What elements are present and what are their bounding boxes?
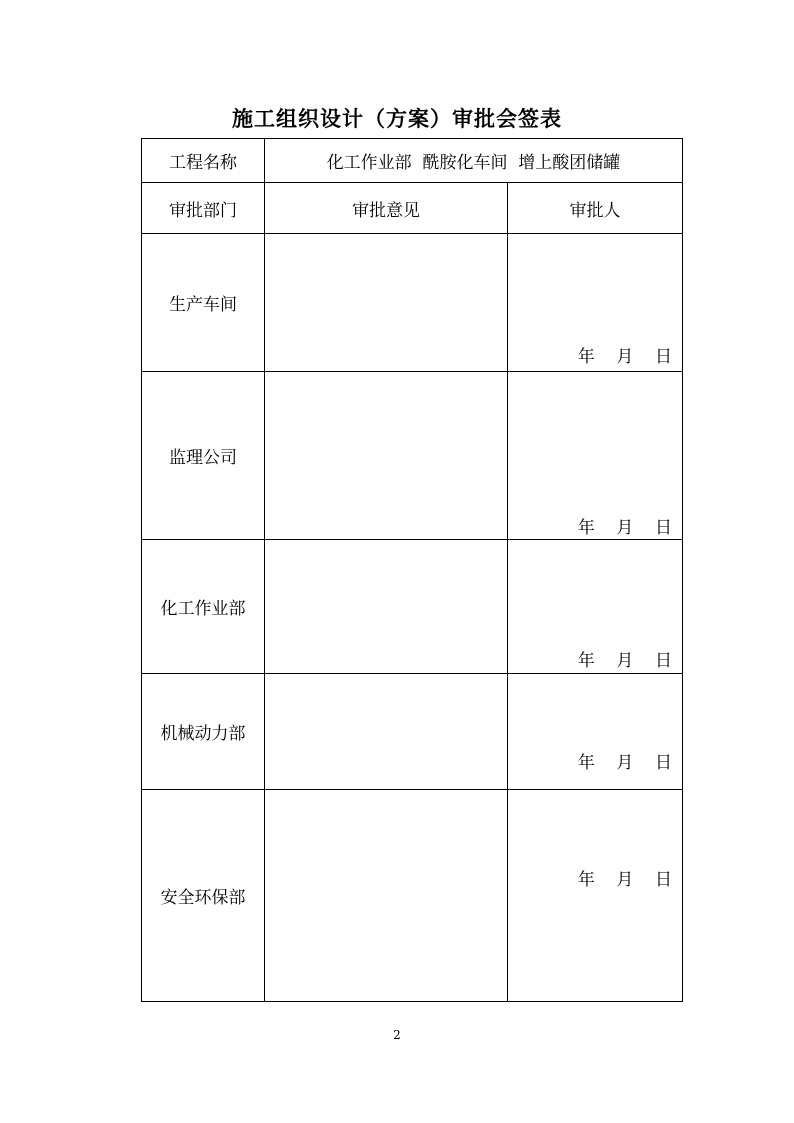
dept-label: 化工作业部 <box>142 540 265 674</box>
dept-label: 安全环保部 <box>142 790 265 1002</box>
header-opinion: 审批意见 <box>265 183 508 234</box>
table-row <box>142 790 683 1002</box>
opinion-cell[interactable] <box>265 674 508 790</box>
approval-date: 年 月 日 <box>577 870 672 890</box>
form-title: 施工组织设计（方案）审批会签表 <box>232 106 562 131</box>
header-dept: 审批部门 <box>142 183 265 234</box>
table-row <box>142 234 683 372</box>
table-row <box>142 372 683 540</box>
project-row <box>142 139 683 183</box>
approval-date: 年 月 日 <box>577 347 672 367</box>
page-number: 2 <box>393 1028 401 1042</box>
opinion-cell[interactable] <box>265 790 508 1002</box>
dept-label: 生产车间 <box>142 234 265 372</box>
approval-table <box>141 138 683 1002</box>
approver-cell[interactable] <box>508 372 683 540</box>
approval-date: 年 月 日 <box>577 651 672 671</box>
dept-label: 机械动力部 <box>142 674 265 790</box>
dept-label: 监理公司 <box>142 372 265 540</box>
project-name-value: 化工作业部 酰胺化车间 增上酸团储罐 <box>265 139 683 183</box>
opinion-cell[interactable] <box>265 540 508 674</box>
approver-cell[interactable] <box>508 540 683 674</box>
header-row <box>142 183 683 234</box>
approval-date: 年 月 日 <box>577 753 672 773</box>
approver-cell[interactable] <box>508 790 683 1002</box>
opinion-cell[interactable] <box>265 234 508 372</box>
table-row <box>142 674 683 790</box>
opinion-cell[interactable] <box>265 372 508 540</box>
project-name-label: 工程名称 <box>142 139 265 183</box>
approver-cell[interactable] <box>508 674 683 790</box>
table-row <box>142 540 683 674</box>
approval-date: 年 月 日 <box>577 518 672 538</box>
approver-cell[interactable] <box>508 234 683 372</box>
header-approver: 审批人 <box>508 183 683 234</box>
